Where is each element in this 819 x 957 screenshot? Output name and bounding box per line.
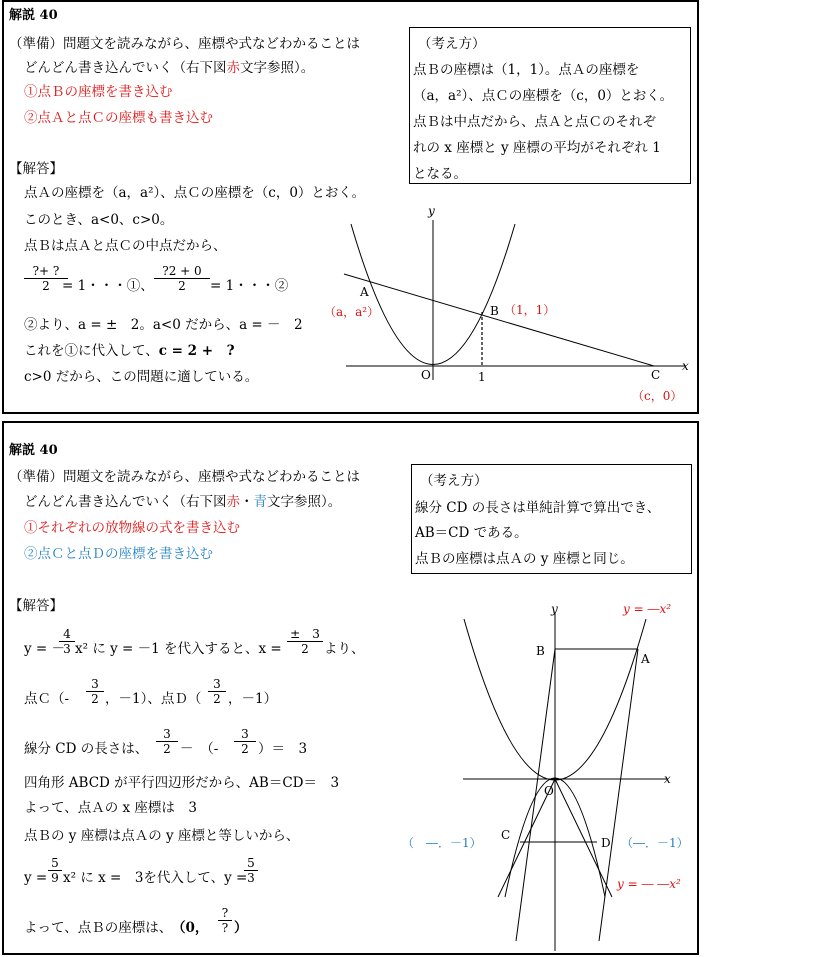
answer-b2-end: ，－1） [228, 691, 278, 707]
thinking-line-1: 点Ｂの座標は（1，1）。点Ａの座標を [413, 62, 640, 78]
fraction-b3-2: $\frac{3}{2}$ [234, 727, 256, 756]
thinking-line-4: れの x 座標と y 座標の平均がそれぞれ 1 [413, 140, 661, 156]
graph-1 [4, 2, 701, 416]
thinking-line-2: （a，a²）、点Ｃの座標を（c，0）とおく。 [413, 88, 674, 104]
y-label: y [428, 204, 435, 218]
thinking-line-3: 点Ｂの座標は点Ａの y 座標と同じ。 [415, 551, 634, 567]
panel-title: 解説 40 [9, 443, 58, 458]
upper-equation: y = ―x² [623, 602, 672, 616]
fraction-b3: $\frac{3}{2}$ [156, 727, 178, 756]
answer-b2-mid: ，－1）、点Ｄ（ [105, 691, 202, 707]
point-D-label: D [601, 836, 611, 850]
thinking-line-3: 点Ｂは中点だから、点Ａと点Ｃのそれぞ [413, 114, 656, 130]
answer-b5: よって、点Ａの x 座標は 3 [24, 800, 198, 816]
point-B-label: B [490, 304, 499, 318]
prep-line-2: どんどん書き込んでいく（右下図赤・青文字参照）。 [24, 494, 342, 510]
answer-b7-start: y = [24, 870, 48, 886]
answer-b8-start: よって、点Ｂの座標は、 [24, 920, 173, 936]
answer-b3-end: ）＝ 3 [258, 741, 308, 757]
B-coordinate: （1，1） [504, 303, 556, 317]
D-coordinate: （―．－1） [621, 836, 689, 850]
step-2: ②点Ｃと点Ｄの座標を書き込む [24, 546, 213, 562]
C-coordinate: （c，0） [632, 389, 683, 403]
x-label: x [664, 772, 671, 786]
fraction-b7: $\frac{5}{9}$ [48, 856, 62, 885]
equation-2: = 1・・・② [210, 278, 289, 294]
answer-line-1: 点Ａの座標を（a，a²）、点Ｃの座標を（c，0）とおく。 [24, 185, 366, 201]
A-coordinate: （a，a²） [324, 305, 380, 319]
point-A-label: A [641, 652, 650, 666]
origin-label: O [544, 784, 554, 798]
x-label: x [682, 359, 689, 373]
point-C-label: C [651, 368, 661, 382]
fraction-b1-2: $\frac{\pm 3}{2}$ [287, 627, 323, 656]
answer-heading: 【解答】 [9, 161, 63, 177]
answer-b1-start: y = － [24, 641, 66, 657]
fraction-b8: ? ? [218, 906, 232, 935]
point-B-label: B [536, 644, 545, 658]
thinking-line-5: となる。 [413, 166, 467, 182]
answer-line-5: これを①に代入して、c = 2 + ? [24, 343, 235, 359]
fraction-b2: $\frac{3}{2}$ [86, 677, 104, 706]
point-C-label: C [501, 828, 511, 842]
fraction-1: ?+ ? 2 [24, 264, 68, 293]
answer-b3-mid: － （- [180, 741, 219, 757]
fraction-b2-2: $\frac{3}{2}$ [208, 677, 226, 706]
answer-b1-end: より、 [324, 641, 365, 657]
panel-title: 解説 40 [9, 8, 58, 23]
answer-b8-end: ） [234, 920, 248, 936]
answer-b6: 点Ｂの y 座標は点Ａの y 座標と等しいから、 [24, 828, 300, 844]
tick-1-label: 1 [478, 370, 486, 384]
answer-b8-paren: （0， [172, 920, 209, 936]
origin-label: O [421, 368, 431, 382]
thinking-heading: （考え方） [418, 36, 486, 52]
answer-line-2: このとき、a<0、c>0。 [24, 212, 174, 228]
C-coordinate: （ ―．－1） [402, 836, 482, 850]
step-1: ①それぞれの放物線の式を書き込む [24, 520, 240, 536]
answer-b2-start: 点Ｃ（- [24, 691, 70, 707]
answer-line-4: ②より、a = ± 2。a<0 だから、a = － 2 [24, 317, 303, 333]
prep-line-1: （準備）問題文を読みながら、座標や式などわかることは [9, 469, 360, 485]
step-1: ①点Ｂの座標を書き込む [24, 84, 173, 100]
line-AC [344, 274, 654, 366]
fraction-b1: $\frac{4}{3}$ [59, 627, 75, 656]
equation-1: = 1・・・①、 [62, 278, 154, 294]
thinking-heading: （考え方） [420, 473, 488, 489]
line-AD [599, 649, 638, 941]
thinking-line-1: 線分 CD の長さは単純計算で算出でき、 [415, 500, 661, 516]
answer-heading: 【解答】 [9, 598, 63, 614]
answer-b3-start: 線分 CD の長さは、 [24, 741, 149, 757]
prep-line-1: （準備）問題文を読みながら、座標や式などわかることは [9, 36, 360, 52]
lower-equation: y = ― ―x² [617, 877, 681, 891]
point-A-label: A [360, 285, 369, 299]
answer-line-3: 点Ｂは点Ａと点Ｃの中点だから、 [24, 238, 227, 254]
fraction-b7-2: $\frac{5}{3}$ [244, 856, 258, 885]
fraction-2: $\frac{?2 + 0}{2}$ [154, 264, 210, 293]
answer-b7-mid: x² に x = 3を代入して、y = [63, 870, 248, 886]
answer-b1-mid: x² に y = －1 を代入すると、x = [75, 641, 282, 657]
y-label: y [551, 602, 558, 616]
prep-line-2: どんどん書き込んでいく（右下図赤文字参照）。 [24, 60, 315, 76]
step-2: ②点Ａと点Ｃの座標も書き込む [24, 110, 213, 126]
solution-panel-1 [2, 0, 699, 414]
graph-2 [4, 423, 701, 957]
thinking-line-2: AB＝CD である。 [415, 525, 528, 541]
solution-panel-2 [2, 421, 699, 955]
answer-b4: 四角形 ABCD が平行四辺形だから、AB＝CD＝ 3 [24, 775, 340, 791]
answer-line-6: c>0 だから、この問題に適している。 [24, 369, 259, 385]
